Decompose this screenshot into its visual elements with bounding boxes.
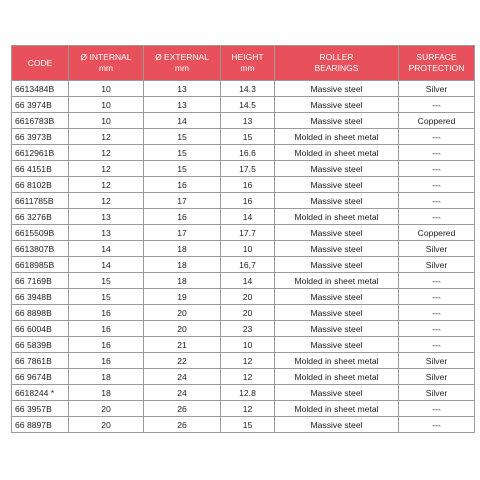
cell-roller-bearings: Molded in sheet metal [275,209,399,225]
cell-internal-diameter: 13 [69,225,144,241]
table-row [12,209,475,225]
cell-roller-bearings: Massive steel [275,321,399,337]
cell-internal-diameter: 15 [69,289,144,305]
column-header-label: ROLLER [319,52,354,62]
cell-height: 12 [221,353,275,369]
cell-internal-diameter: 12 [69,177,144,193]
cell-internal-diameter: 10 [69,81,144,97]
cell-height: 16.6 [221,145,275,161]
cell-roller-bearings: Massive steel [275,241,399,257]
table-row [12,417,475,433]
cell-height: 10 [221,241,275,257]
cell-external-diameter: 24 [144,369,221,385]
cell-code: 66 3276B [12,209,69,225]
cell-code: 6618244 * [12,385,69,401]
cell-code: 66 8102B [12,177,69,193]
cell-code: 66 3974B [12,97,69,113]
table-row [12,257,475,273]
table-row [12,385,475,401]
cell-roller-bearings: Molded in sheet metal [275,353,399,369]
cell-internal-diameter: 12 [69,161,144,177]
cell-internal-diameter: 16 [69,337,144,353]
table-row [12,225,475,241]
cell-height: 12.8 [221,385,275,401]
cell-surface-protection: --- [399,401,475,417]
cell-code: 6616783B [12,113,69,129]
cell-code: 66 6004B [12,321,69,337]
cell-surface-protection: --- [399,289,475,305]
cell-surface-protection: Silver [399,81,475,97]
table-row [12,273,475,289]
cell-roller-bearings: Massive steel [275,193,399,209]
cell-surface-protection: Silver [399,369,475,385]
column-header-internal-diameter [69,46,144,81]
cell-internal-diameter: 16 [69,305,144,321]
cell-external-diameter: 17 [144,193,221,209]
cell-external-diameter: 15 [144,129,221,145]
cell-surface-protection: Silver [399,385,475,401]
cell-roller-bearings: Molded in sheet metal [275,273,399,289]
cell-code: 6613484B [12,81,69,97]
column-header-code [12,46,69,81]
cell-external-diameter: 24 [144,385,221,401]
cell-surface-protection: Silver [399,241,475,257]
cell-height: 16,7 [221,257,275,273]
bearing-spec-table-container [11,45,474,433]
column-header-sublabel: mm [98,63,114,73]
cell-external-diameter: 20 [144,321,221,337]
cell-code: 66 3957B [12,401,69,417]
cell-height: 23 [221,321,275,337]
cell-surface-protection: --- [399,321,475,337]
cell-code: 66 3973B [12,129,69,145]
column-header-label: Ø EXTERNAL [155,52,209,62]
cell-surface-protection: --- [399,177,475,193]
cell-code: 66 4151B [12,161,69,177]
cell-roller-bearings: Molded in sheet metal [275,401,399,417]
cell-surface-protection: Coppered [399,225,475,241]
cell-code: 66 7861B [12,353,69,369]
cell-internal-diameter: 16 [69,353,144,369]
cell-height: 17.7 [221,225,275,241]
cell-code: 66 9674B [12,369,69,385]
cell-surface-protection: --- [399,97,475,113]
cell-height: 12 [221,369,275,385]
cell-height: 16 [221,177,275,193]
cell-height: 15 [221,417,275,433]
cell-external-diameter: 16 [144,177,221,193]
cell-internal-diameter: 12 [69,145,144,161]
cell-surface-protection: Silver [399,257,475,273]
table-body [12,81,475,433]
cell-code: 66 7169B [12,273,69,289]
table-row [12,369,475,385]
cell-code: 6615509B [12,225,69,241]
table-row [12,193,475,209]
table-header [12,46,475,81]
cell-external-diameter: 17 [144,225,221,241]
column-header-label: HEIGHT [231,52,264,62]
cell-height: 20 [221,305,275,321]
column-header-label: Ø INTERNAL [80,52,132,62]
cell-internal-diameter: 14 [69,257,144,273]
cell-code: 66 8898B [12,305,69,321]
cell-internal-diameter: 18 [69,369,144,385]
column-header-sublabel: mm [174,63,190,73]
column-header-label: SURFACE [416,52,457,62]
table-row [12,353,475,369]
cell-external-diameter: 13 [144,81,221,97]
cell-internal-diameter: 20 [69,417,144,433]
table-row [12,177,475,193]
cell-surface-protection: --- [399,417,475,433]
cell-height: 15 [221,129,275,145]
bearing-spec-table [11,45,475,433]
column-header-roller-bearings [275,46,399,81]
cell-surface-protection: --- [399,129,475,145]
cell-roller-bearings: Massive steel [275,81,399,97]
cell-code: 6611785B [12,193,69,209]
cell-surface-protection: Silver [399,353,475,369]
table-row [12,129,475,145]
cell-surface-protection: --- [399,209,475,225]
cell-surface-protection: --- [399,145,475,161]
column-header-height [221,46,275,81]
cell-roller-bearings: Massive steel [275,305,399,321]
cell-roller-bearings: Massive steel [275,257,399,273]
cell-code: 6618985B [12,257,69,273]
table-row [12,145,475,161]
cell-external-diameter: 26 [144,417,221,433]
table-row [12,161,475,177]
cell-code: 66 3948B [12,289,69,305]
cell-roller-bearings: Massive steel [275,97,399,113]
cell-height: 10 [221,337,275,353]
cell-roller-bearings: Massive steel [275,177,399,193]
column-header-label: CODE [27,57,53,68]
cell-roller-bearings: Massive steel [275,417,399,433]
cell-external-diameter: 21 [144,337,221,353]
cell-roller-bearings: Molded in sheet metal [275,129,399,145]
header-row [12,46,475,81]
cell-surface-protection: Coppered [399,113,475,129]
cell-external-diameter: 14 [144,113,221,129]
table-row [12,81,475,97]
table-row [12,305,475,321]
cell-roller-bearings: Massive steel [275,113,399,129]
cell-roller-bearings: Massive steel [275,337,399,353]
cell-code: 6613807B [12,241,69,257]
cell-height: 14 [221,209,275,225]
cell-internal-diameter: 12 [69,193,144,209]
cell-external-diameter: 18 [144,241,221,257]
cell-internal-diameter: 10 [69,97,144,113]
cell-surface-protection: --- [399,305,475,321]
cell-height: 14.5 [221,97,275,113]
cell-height: 12 [221,401,275,417]
column-header-surface-protection [399,46,475,81]
cell-surface-protection: --- [399,273,475,289]
cell-internal-diameter: 10 [69,113,144,129]
cell-internal-diameter: 13 [69,209,144,225]
cell-external-diameter: 26 [144,401,221,417]
table-row [12,113,475,129]
table-row [12,337,475,353]
cell-internal-diameter: 20 [69,401,144,417]
cell-roller-bearings: Massive steel [275,161,399,177]
cell-height: 14.3 [221,81,275,97]
column-header-sublabel: mm [240,63,255,73]
cell-external-diameter: 18 [144,257,221,273]
cell-roller-bearings: Molded in sheet metal [275,145,399,161]
cell-roller-bearings: Massive steel [275,225,399,241]
cell-internal-diameter: 14 [69,241,144,257]
cell-internal-diameter: 18 [69,385,144,401]
cell-surface-protection: --- [399,161,475,177]
cell-external-diameter: 15 [144,161,221,177]
cell-internal-diameter: 12 [69,129,144,145]
cell-height: 13 [221,113,275,129]
table-row [12,289,475,305]
cell-external-diameter: 13 [144,97,221,113]
cell-roller-bearings: Massive steel [275,289,399,305]
table-row [12,97,475,113]
table-row [12,401,475,417]
cell-external-diameter: 18 [144,273,221,289]
cell-code: 66 5839B [12,337,69,353]
column-header-sublabel: PROTECTION [408,63,465,73]
cell-code: 6612961B [12,145,69,161]
table-row [12,321,475,337]
cell-surface-protection: --- [399,193,475,209]
cell-internal-diameter: 15 [69,273,144,289]
cell-height: 16 [221,193,275,209]
cell-height: 14 [221,273,275,289]
cell-height: 17.5 [221,161,275,177]
cell-external-diameter: 20 [144,305,221,321]
column-header-sublabel: BEARINGS [314,63,359,73]
cell-external-diameter: 15 [144,145,221,161]
cell-external-diameter: 22 [144,353,221,369]
cell-external-diameter: 16 [144,209,221,225]
cell-roller-bearings: Molded in sheet metal [275,369,399,385]
cell-code: 66 8897B [12,417,69,433]
cell-roller-bearings: Massive steel [275,385,399,401]
cell-external-diameter: 19 [144,289,221,305]
cell-internal-diameter: 16 [69,321,144,337]
column-header-external-diameter [144,46,221,81]
cell-height: 20 [221,289,275,305]
cell-surface-protection: --- [399,337,475,353]
table-row [12,241,475,257]
